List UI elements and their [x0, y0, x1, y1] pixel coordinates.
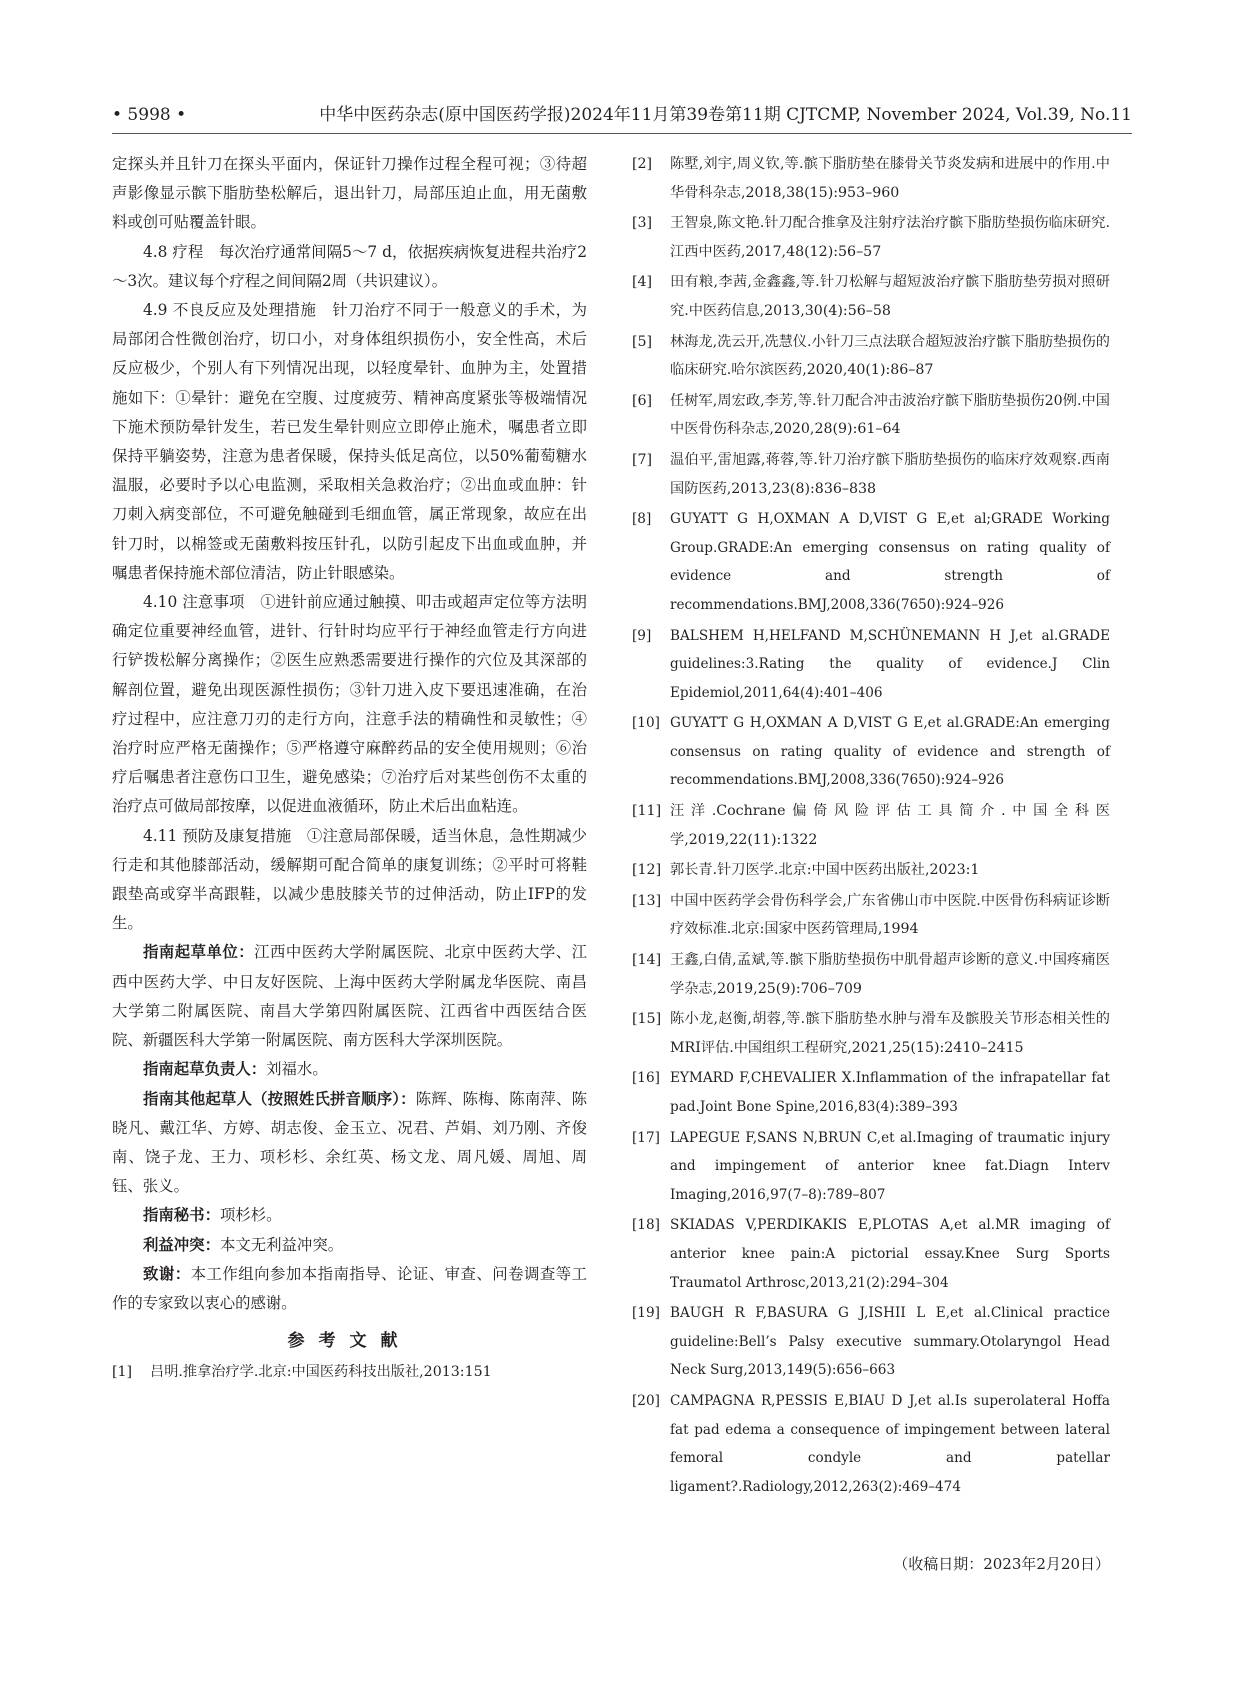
left-column	[112, 150, 587, 1389]
reference-text: 王智泉,陈文艳.针刀配合推拿及注射疗法治疗髌下脂肪垫损伤临床研究.江西中医药,2017,48(12):56–57	[670, 215, 1110, 260]
reference-text: GUYATT G H,OXMAN A D,VIST G E,et al;GRADE Working Group.GRADE:An emerging consensus on rating quality of evidence and strength of recommendations.BMJ,2008,336(7650):924–926	[670, 511, 1110, 613]
reference-number: [19]	[632, 1305, 660, 1322]
reference-number: [13]	[632, 892, 662, 909]
reference-number: [10]	[632, 715, 660, 732]
reference-text: 林海龙,冼云开,冼慧仪.小针刀三点法联合超短波治疗髌下脂肪垫损伤的临床研究.哈尔滨医药,2020,40(1):86–87	[670, 333, 1110, 379]
reference-text: 吕明.推拿治疗学.北京:中国医药科技出版社,2013:151	[150, 1364, 492, 1381]
drafting-units-text: 江西中医药大学附属医院、北京中医药大学、江西中医药大学、中日友好医院、上海中医药大学附属龙华医院、南昌大学第二附属医院、南昌大学第四附属医院、江西省中西医结合医院、新疆医科大学第一附属医院、南方医科大学深圳医院。	[112, 943, 587, 1050]
secretary-text: 项杉杉。	[219, 1206, 282, 1225]
reference-number: [12]	[632, 862, 662, 879]
coi-text: 本文无利益冲突。	[219, 1235, 344, 1254]
reference-number: [9]	[632, 627, 652, 644]
reference-item	[632, 622, 1110, 708]
ack-text: 本工作组向参加本指南指导、论证、审查、问卷调查等工作的专家致以衷心的感谢。	[112, 1264, 587, 1312]
reference-text: 王鑫,白倩,孟斌,等.髌下脂肪垫损伤中肌骨超声诊断的意义.中国疼痛医学杂志,2019,25(9):706–709	[670, 952, 1110, 997]
reference-text: GUYATT G H,OXMAN A D,VIST G E,et al.GRADE:An emerging consensus on rating quality of evidence and strength of recommendations.BMJ,2008,336(7650):924–926	[670, 715, 1110, 789]
reference-item	[632, 887, 1110, 944]
reference-item	[632, 946, 1110, 1003]
reference-text: 郭长青.针刀医学.北京:中国中医药出版社,2023:1	[670, 862, 980, 879]
ack-label: 致谢：	[143, 1264, 191, 1283]
section-4-9-title: 4.9 不良反应及处理措施	[143, 301, 317, 320]
reference-number: [16]	[632, 1070, 660, 1087]
section-4-9-text: 针刀治疗不同于一般意义的手术，为局部闭合性微创治疗，切口小，对身体组织损伤小，安全性高，术后反应极少，个别人有下列情况出现，以轻度晕针、血肿为主，处置措施如下：①晕针：避免在空腹、过度疲劳、精神高度紧张等极端情况下施术预防晕针发生，若已发生晕针则应立即停止施术，嘱患者立即保持平躺姿势，注意为患者保暖，保持头低足高位，以50%葡萄糖水温服，必要时予以心电监测，采取相关急救治疗；②出血或血肿：针刀刺入病变部位，不可避免触碰到毛细血管，属正常现象，故应在出针刀时，以棉签或无菌敷料按压针孔，以防引起皮下出血或血肿，并嘱患者保持施术部位清洁，防止针眼感染。	[112, 301, 587, 582]
other-drafters-label: 指南其他起草人（按照姓氏拼音顺序）：	[143, 1089, 416, 1108]
drafting-lead-label: 指南起草负责人：	[143, 1060, 267, 1079]
reference-item	[632, 709, 1110, 795]
reference-text: EYMARD F,CHEVALIER X.Inflammation of the infrapatellar fat pad.Joint Bone Spine,2016,83(4):389–393	[670, 1070, 1110, 1115]
reference-text: 中国中医药学会骨伤科学会,广东省佛山市中医院.中医骨伤科病证诊断疗效标准.北京:国家中医药管理局,1994	[670, 892, 1110, 938]
reference-item	[632, 328, 1110, 385]
reference-item	[632, 797, 1110, 854]
reference-text: 陈小龙,赵衡,胡蓉,等.髌下脂肪垫水肿与滑车及髌股关节形态相关性的MRI评估.中国组织工程研究,2021,25(15):2410–2415	[670, 1011, 1110, 1056]
reference-item	[632, 1064, 1110, 1121]
reference-text: LAPEGUE F,SANS N,BRUN C,et al.Imaging of traumatic injury and impingement of anterior knee fat.Diagn Interv Imaging,2016,97(7–8):789–807	[670, 1129, 1110, 1203]
reference-text: SKIADAS V,PERDIKAKIS E,PLOTAS A,et al.MR imaging of anterior knee pain:A pictorial essay.Knee Surg Sports Traumatol Arthrosc,2013,21(2):294–304	[670, 1217, 1110, 1291]
section-4-11-text: ①注意局部保暖，适当休息，急性期减少行走和其他膝部活动，缓解期可配合简单的康复训练；②平时可将鞋跟垫高或穿半高跟鞋，以减少患肢膝关节的过伸活动，防止IFP的发生。	[112, 826, 587, 933]
section-4-8	[112, 238, 587, 296]
reference-number: [18]	[632, 1217, 660, 1234]
section-4-10-text: ①进针前应通过触摸、叩击或超声定位等方法明确定位重要神经血管，进针、行针时均应平行于神经血管走行方向进行铲拨松解分离操作；②医生应熟悉需要进行操作的穴位及其深部的解剖位置，避免出现医源性损伤；③针刀进入皮下要迅速准确，在治疗过程中，应注意刀刃的走行方向，注意手法的精确性和灵敏性；④治疗时应严格无菌操作；⑤严格遵守麻醉药品的安全使用规则；⑥治疗后嘱患者注意伤口卫生，避免感染；⑦治疗后对某些创伤不太重的治疗点可做局部按摩，以促进血液循环，防止术后出血粘连。	[112, 593, 587, 816]
section-4-8-title: 4.8 疗程	[143, 242, 204, 261]
reference-item	[632, 446, 1110, 503]
reference-item	[112, 1358, 587, 1387]
header-rule	[112, 133, 1132, 134]
other-drafters-text: 陈辉、陈梅、陈南萍、陈晓凡、戴江华、方婷、胡志俊、金玉立、况君、芦娟、刘乃刚、齐俊南、饶子龙、王力、项杉杉、余红英、杨文龙、周凡媛、周旭、周钰、张义。	[112, 1089, 587, 1196]
reference-text: 温伯平,雷旭露,蒋蓉,等.针刀治疗髌下脂肪垫损伤的临床疗效观察.西南国防医药,2013,23(8):836–838	[670, 451, 1110, 497]
reference-number: [5]	[632, 333, 653, 350]
reference-number: [7]	[632, 451, 653, 468]
reference-number: [20]	[632, 1392, 660, 1409]
paragraph-continued: 定探头并且针刀在探头平面内，保证针刀操作过程全程可视；③待超声影像显示髌下脂肪垫松解后，退出针刀，局部压迫止血，用无菌敷料或创可贴覆盖针眼。	[112, 155, 587, 232]
reference-text: 陈墅,刘宇,周义钦,等.髌下脂肪垫在膝骨关节炎发病和进展中的作用.中华骨科杂志,2018,38(15):953–960	[670, 156, 1110, 201]
reference-item	[632, 856, 1110, 885]
reference-number: [6]	[632, 392, 653, 409]
other-drafters	[112, 1085, 587, 1202]
reference-item	[632, 1124, 1110, 1210]
page-header	[112, 100, 1132, 130]
drafting-units	[112, 938, 587, 1055]
section-4-11	[112, 822, 587, 939]
reference-number: [1]	[112, 1364, 133, 1381]
reference-text: 任树军,周宏政,李芳,等.针刀配合冲击波治疗髌下脂肪垫损伤20例.中国中医骨伤科杂志,2020,28(9):61–64	[670, 392, 1110, 438]
coi-label: 利益冲突：	[143, 1235, 220, 1254]
section-4-9	[112, 296, 587, 588]
secretary-label: 指南秘书：	[143, 1206, 220, 1225]
reference-item	[632, 1005, 1110, 1062]
reference-item	[632, 150, 1110, 207]
reference-text: 田有粮,李茜,金鑫鑫,等.针刀松解与超短波治疗髌下脂肪垫劳损对照研究.中医药信息,2013,30(4):56–58	[670, 274, 1110, 319]
drafting-lead-text: 刘福水。	[266, 1060, 328, 1079]
journal-title: 中华中医药杂志(原中国医药学报)2024年11月第39卷第11期 CJTCMP, November 2024, Vol.39, No.11	[319, 105, 1132, 125]
reference-item	[632, 1387, 1110, 1501]
secretary	[112, 1201, 587, 1230]
reference-text: BALSHEM H,HELFAND M,SCHÜNEMANN H J,et al.GRADE guidelines:3.Rating the quality of evidence.J Clin Epidemiol,2011,64(4):401–406	[670, 627, 1110, 701]
section-4-11-title: 4.11 预防及康复措施	[143, 826, 292, 845]
section-4-10-title: 4.10 注意事项	[143, 593, 245, 612]
references-title: 参考文献	[287, 1331, 412, 1352]
section-4-8-text: 每次治疗通常间隔5～7 d，依据疾病恢复进程共治疗2～3次。建议每个疗程之间间隔2周（共识建议）。	[112, 242, 588, 290]
drafting-lead	[112, 1055, 587, 1084]
page-number: • 5998 •	[112, 105, 187, 125]
reference-number: [2]	[632, 156, 653, 172]
reference-text: BAUGH R F,BASURA G J,ISHII L E,et al.Clinical practice guideline:Bell’s Palsy executive summary.Otolaryngol Head Neck Surg,2013,149(5):656–663	[670, 1305, 1110, 1379]
reference-item	[632, 268, 1110, 325]
reference-item	[632, 505, 1110, 619]
reference-number: [3]	[632, 215, 653, 232]
reference-text: CAMPAGNA R,PESSIS E,BIAU D J,et al.Is superolateral Hoffa fat pad edema a consequence of impingement between lateral femoral condyle and patellar ligament?.Radiology,2012,263(2):469–474	[670, 1392, 1110, 1495]
reference-text: 汪洋.Cochrane偏倚风险评估工具简介.中国全科医学,2019,22(11):1322	[670, 803, 1110, 848]
reference-item	[632, 1299, 1110, 1385]
reference-number: [14]	[632, 952, 662, 969]
drafting-units-label: 指南起草单位：	[143, 943, 255, 962]
reference-number: [15]	[632, 1011, 662, 1028]
acknowledgement	[112, 1260, 587, 1318]
section-4-10	[112, 588, 587, 822]
reference-number: [17]	[632, 1129, 660, 1146]
right-column-references	[632, 150, 1110, 1503]
received-date: （收稿日期：2023年2月20日）	[893, 1555, 1110, 1573]
reference-item	[632, 387, 1110, 444]
reference-item	[632, 209, 1110, 266]
reference-item	[632, 1211, 1110, 1297]
reference-number: [8]	[632, 511, 652, 528]
reference-number: [11]	[632, 803, 662, 820]
reference-number: [4]	[632, 274, 653, 291]
conflict-of-interest	[112, 1231, 587, 1260]
